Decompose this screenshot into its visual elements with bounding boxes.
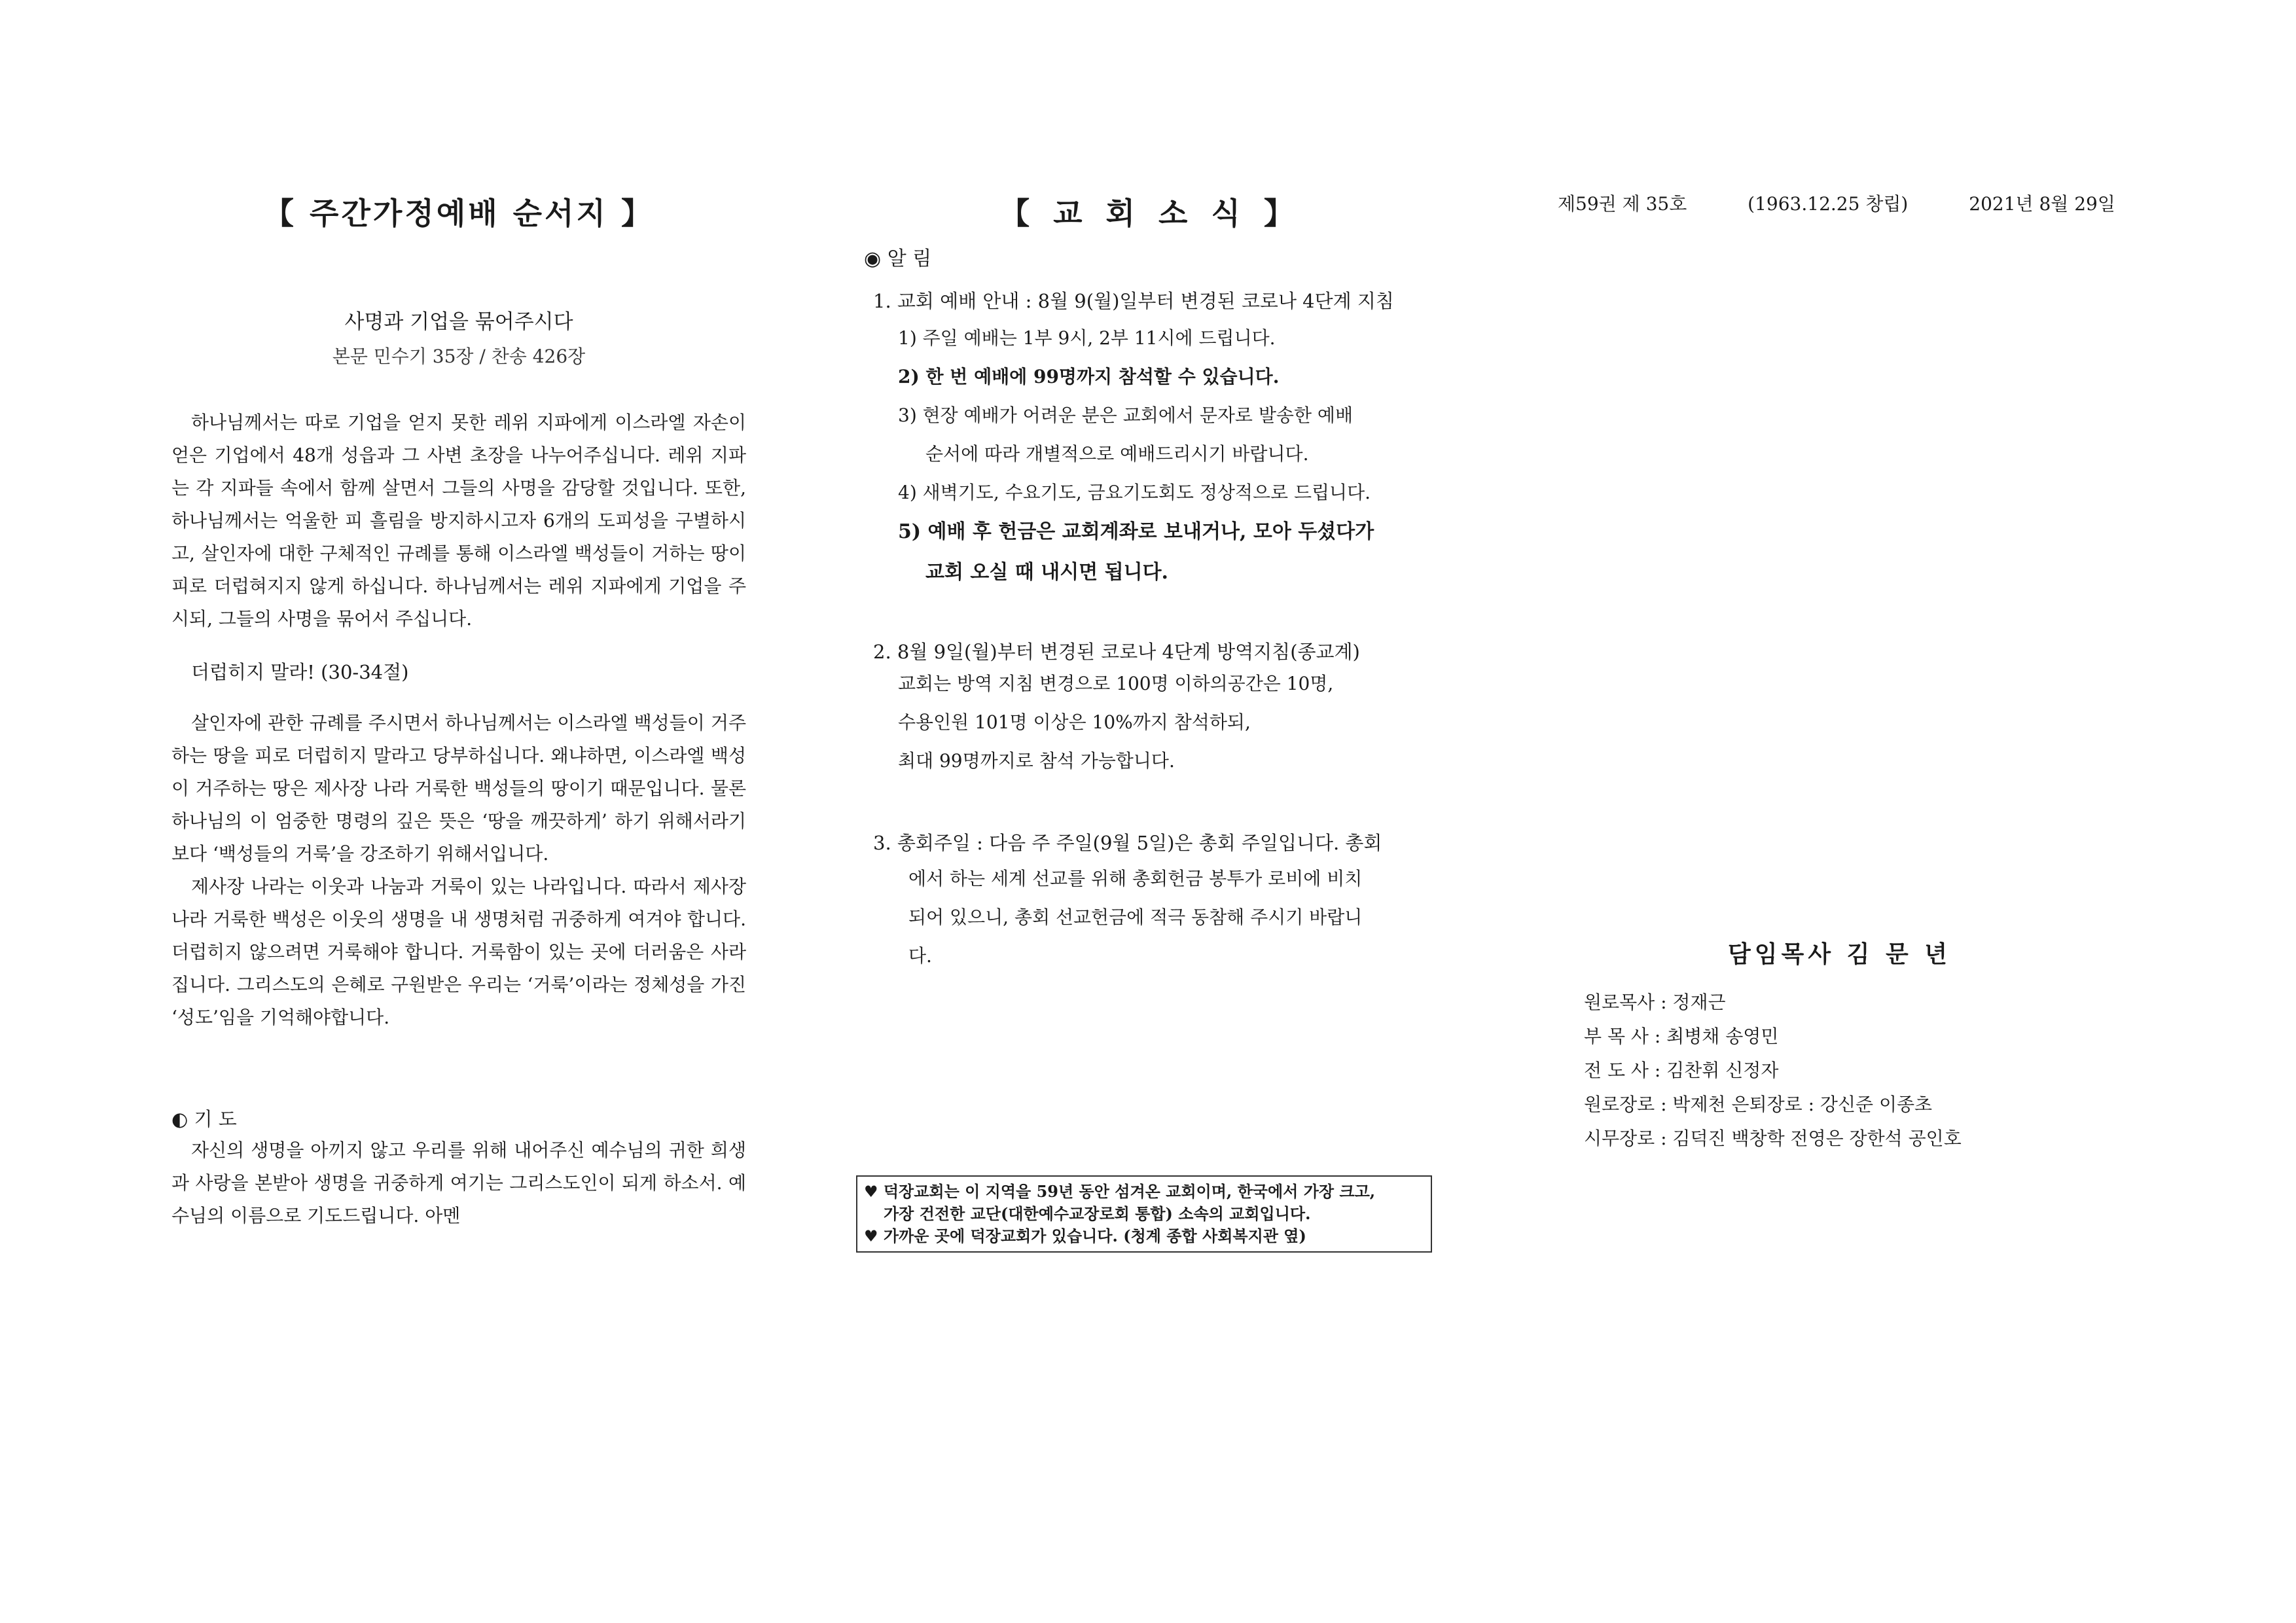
notice-item-3-line: 되어 있으니, 총회 선교헌금에 적극 동참해 주시기 바랍니 (908, 906, 1363, 928)
prayer-heading: ◐ 기 도 (171, 1108, 237, 1130)
notice-item-3-line: 다. (908, 945, 932, 967)
notice-heading: ◉ 알 림 (864, 247, 932, 270)
worship-order-title: 【 주간가정예배 순서지 】 (264, 196, 654, 231)
notice-item-2-line: 최대 99명까지로 참석 가능합니다. (898, 750, 1175, 772)
issue-date: 2021년 8월 29일 (1969, 193, 2115, 215)
bulletin-meta (1558, 190, 2127, 216)
info-line: ♥ 가까운 곳에 덕장교회가 있습니다. (청계 종합 사회복지관 옆) (864, 1226, 1306, 1245)
prayer-text: 자신의 생명을 아끼지 않고 우리를 위해 내어주신 예수님의 귀한 희생과 사랑을 본받아 생명을 귀중하게 여기는 그리스도인이 되게 하소서. 예수님의 이름으로 기도드립니다. 아멘 (171, 1139, 746, 1226)
staff-row: 원로장로 : 박제천 은퇴장로 : 강신준 이종초 (1584, 1094, 1933, 1115)
notice-item-3-title: 3. 총회주일 : 다음 주 주일(9월 5일)은 총회 주일입니다. 총회 (873, 832, 1382, 854)
bulletin-info-column (1558, 190, 2127, 216)
notice-item-1-line: 1) 주일 예배는 1부 9시, 2부 11시에 드립니다. (898, 327, 1276, 349)
staff-list (1584, 986, 1962, 1156)
sermon-title: 사명과 기업을 묶어주시다 (344, 310, 573, 334)
notice-item-1-line: 5) 예배 후 헌금은 교회계좌로 보내거나, 모아 두셨다가 (898, 520, 1374, 543)
senior-pastor: 담임목사 김 문 년 (1728, 940, 1952, 968)
worship-order-column (171, 190, 746, 1232)
notice-item-1-line: 3) 현장 예배가 어려운 분은 교회에서 문자로 발송한 예배 (898, 404, 1353, 426)
founding-date: (1963.12.25 창립) (1748, 193, 1909, 215)
sermon-paragraph-1: 하나님께서는 따로 기업을 얻지 못한 레위 지파에게 이스라엘 자손이 얻은 기업에서 48개 성읍과 그 사변 초장을 나누어주십니다. 레위 지파는 각 지파들 속에서 함께 살면서 그들의 사명을 감당할 것입니다. 또한, 하나님께서는 억울한 피 흘림을 방지하시고자 6개의 도피성을 구별하시고, 살인자에 대한 구체적인 규례를 통해 이스라엘 백성들이 거하는 땅이 피로 더럽혀지지 않게 하십니다. 하나님께서는 레위 지파에게 기업을 주시되, 그들의 사명을 묶어서 주십니다. (171, 412, 746, 630)
notice-item-2-line: 수용인원 101명 이상은 10%까지 참석하되, (898, 711, 1251, 733)
church-info-box (856, 1175, 1432, 1253)
notice-item-1-line: 순서에 따라 개별적으로 예배드리시기 바랍니다. (925, 443, 1309, 465)
staff-row: 시무장로 : 김덕진 백창학 전영은 장한석 공인호 (1584, 1128, 1962, 1149)
staff-row: 원로목사 : 정재근 (1584, 991, 1726, 1013)
notice-item-2-line: 교회는 방역 지침 변경으로 100명 이하의공간은 10명, (898, 673, 1334, 694)
volume-number: 제59권 제 35호 (1558, 193, 1687, 215)
church-news-column (856, 190, 1444, 975)
info-line: 가장 건전한 교단(대한예수교장로회 통합) 소속의 교회입니다. (884, 1204, 1311, 1223)
notice-item-1-line: 교회 오실 때 내시면 됩니다. (925, 561, 1169, 584)
sermon-paragraph-3: 제사장 나라는 이웃과 나눔과 거룩이 있는 나라입니다. 따라서 제사장 나라 거룩한 백성은 이웃의 생명을 내 생명처럼 귀중하게 여겨야 합니다. 더럽히지 않으려면 거룩해야 합니다. 거룩함이 있는 곳에 더러움은 사라집니다. 그리스도의 은혜로 구원받은 우리는 ‘거룩’이라는 정체성을 가진 ‘성도’임을 기억해야합니다. (171, 876, 746, 1028)
notice-item-2-title: 2. 8월 9일(월)부터 변경된 코로나 4단계 방역지침(종교계) (873, 641, 1360, 663)
scripture-reference: 본문 민수기 35장 / 찬송 426장 (332, 346, 586, 367)
info-line: ♥ 덕장교회는 이 지역을 59년 동안 섬겨온 교회이며, 한국에서 가장 크고, (864, 1182, 1376, 1201)
notice-item-3-line: 에서 하는 세계 선교를 위해 총회헌금 봉투가 로비에 비치 (908, 868, 1363, 889)
church-news-title: 【 교 회 소 식 】 (999, 196, 1300, 231)
section-heading: 더럽히지 말라! (30-34절) (191, 661, 409, 683)
notice-item-1-title: 1. 교회 예배 안내 : 8월 9(월)일부터 변경된 코로나 4단계 지침 (873, 290, 1394, 312)
sermon-paragraph-2: 살인자에 관한 규례를 주시면서 하나님께서는 이스라엘 백성들이 거주하는 땅을 피로 더럽히지 말라고 당부하십니다. 왜냐하면, 이스라엘 백성이 거주하는 땅은 제사장 나라 거룩한 백성들의 땅이기 때문입니다. 물론 하나님의 이 엄중한 명령의 깊은 뜻은 ‘땅을 깨끗하게’ 하기 위해서라기보다 ‘백성들의 거룩’을 강조하기 위해서입니다. (171, 712, 746, 865)
staff-row: 부 목 사 : 최병채 송영민 (1584, 1026, 1779, 1047)
notice-item-1-line: 4) 새벽기도, 수요기도, 금요기도회도 정상적으로 드립니다. (898, 482, 1371, 503)
notice-item-1-line: 2) 한 번 예배에 99명까지 참석할 수 있습니다. (898, 366, 1280, 387)
staff-row: 전 도 사 : 김찬휘 신정자 (1584, 1060, 1779, 1081)
